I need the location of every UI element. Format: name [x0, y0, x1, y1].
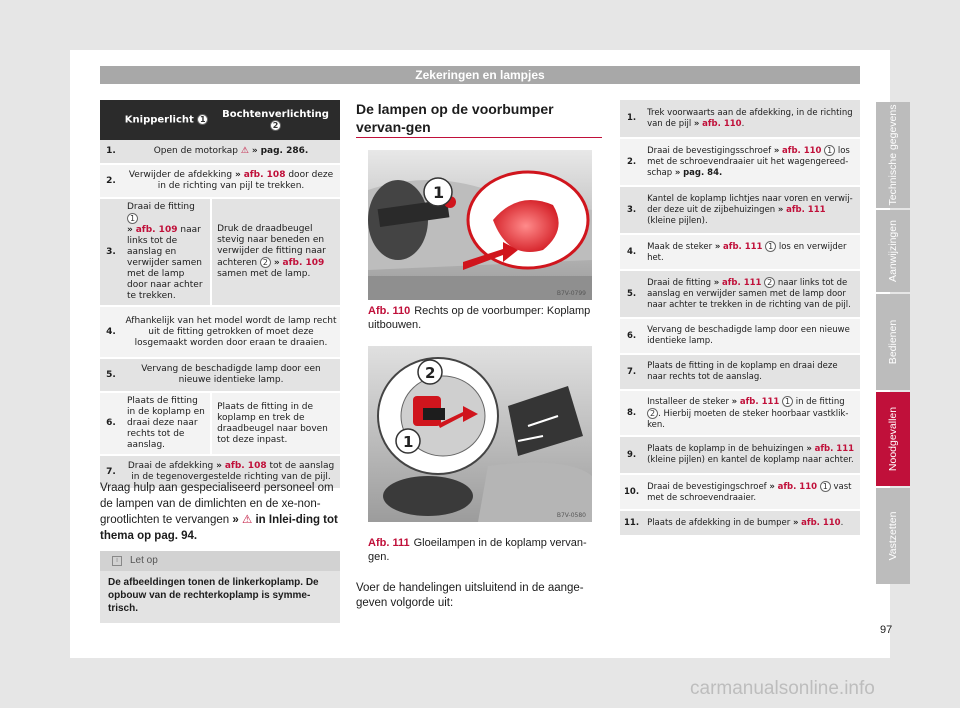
info-icon: i [112, 556, 122, 566]
figure-code: B7V-0799 [556, 290, 586, 297]
step-text [643, 100, 860, 138]
table-row [100, 306, 340, 358]
number-badge: 1 [820, 481, 831, 492]
note-heading [100, 551, 340, 571]
bulb-table-left [100, 100, 340, 490]
step-text [643, 138, 860, 186]
arrows-icon: » [731, 396, 738, 407]
step-text [643, 186, 860, 234]
note-box [100, 551, 340, 623]
text: Vraag hulp aan gespecialiseerd personeel om de lampen van de dimlichten en de xe-non-grootlichten te vervangen [100, 482, 334, 526]
step-text [122, 140, 340, 164]
step-text [643, 436, 860, 474]
text: Druk de draadbeugel stevig naar beneden en verwijder de fitting naar achteren [217, 224, 326, 268]
caption-text: Rechts op de voorbumper: Koplamp uitbouwen. [368, 305, 591, 331]
table-row [100, 392, 340, 455]
tab-noodgevallen[interactable] [876, 392, 910, 486]
number-badge: 2 [764, 277, 775, 288]
step-number: 2. [620, 138, 643, 186]
text: Plaats de afdekking in de bumper [647, 517, 791, 528]
text: tot de aanslag in de tegenovergestelde richting van de pijl. [131, 461, 335, 482]
arrows-icon: » [674, 168, 681, 178]
table-row [620, 354, 860, 390]
arrows-icon: » [232, 514, 239, 526]
figure-label: Afb. 111 [368, 537, 410, 549]
figure-link[interactable]: afb. 110 [777, 481, 818, 492]
text: Kantel de koplamp lichtjes naar voren en verwij-der deze uit de zijbehuizingen [647, 193, 853, 215]
step-text [643, 234, 860, 270]
text: Draai de fitting [647, 278, 712, 288]
arrows-icon: » [806, 444, 812, 454]
step-number: 4. [620, 234, 643, 270]
warning-icon: ⚠ [240, 146, 249, 156]
number-badge: 1 [782, 396, 793, 407]
text: Plaats de koplamp in de behuizingen [647, 444, 804, 454]
text: Draai de afdekking [127, 461, 214, 471]
col-knipperlicht [122, 100, 211, 140]
tab-label: Technische gegevens [887, 104, 899, 206]
figure-110-image [368, 150, 592, 300]
figure-code: B7V-0580 [556, 512, 586, 519]
figure-link[interactable]: afb. 109 [135, 225, 178, 235]
arrows-icon: » [773, 146, 780, 156]
number-badge: 1 [197, 114, 208, 125]
step-text: Vervang de beschadigde lamp door een nieuwe identieke lamp. [122, 358, 340, 392]
text: Verwijder de afdekking [128, 170, 233, 180]
steps-table-right [620, 100, 860, 537]
figure-link[interactable]: afb. 110 [702, 118, 742, 129]
text: . [741, 118, 745, 129]
arrows-icon: » [777, 204, 784, 215]
step-number: 9. [620, 436, 643, 474]
arrows-icon: » [273, 258, 280, 268]
svg-text:1: 1 [433, 183, 445, 202]
arrows-icon: » [693, 118, 700, 129]
figure-110-caption [368, 304, 596, 332]
figure-label: Afb. 110 [368, 305, 411, 317]
page-number: 97 [880, 624, 893, 636]
number-badge: 1 [127, 213, 138, 224]
figure-link[interactable]: afb. 111 [721, 278, 762, 288]
tab-aanwijzingen[interactable] [876, 210, 910, 292]
page-ref[interactable]: pag. 84. [683, 168, 723, 178]
step-number: 6. [620, 318, 643, 354]
figure-link[interactable]: afb. 111 [814, 444, 855, 454]
col-label: Bochtenverlichting [222, 108, 329, 120]
step-number: 11. [620, 510, 643, 536]
text: (kleine pijlen). [647, 215, 708, 226]
step-number: 8. [620, 390, 643, 436]
figure-111-caption [368, 536, 596, 564]
number-badge: 2 [647, 408, 658, 419]
text: los met de schroevendraaier uit het wagengereed-schap [647, 146, 850, 178]
page-header: Zekeringen en lampjes [100, 66, 860, 84]
tab-vastzetten[interactable] [876, 488, 910, 584]
arrows-icon: » [251, 146, 258, 156]
table-row [620, 510, 860, 536]
step-number: 4. [100, 306, 122, 358]
number-badge: 2 [260, 257, 271, 268]
figure-link[interactable]: afb. 109 [282, 258, 325, 268]
svg-text:1: 1 [403, 433, 414, 451]
arrows-icon: » [127, 225, 133, 235]
step-text-right [211, 198, 340, 306]
tab-label: Noodgevallen [887, 406, 899, 472]
arrows-icon: » [792, 517, 799, 528]
step-text [122, 164, 340, 198]
page-ref[interactable]: pag. 286. [260, 146, 309, 156]
col-label: Knipperlicht [124, 114, 194, 126]
table-row [620, 436, 860, 474]
step-number: 5. [620, 270, 643, 318]
arrows-icon: » [713, 278, 720, 288]
step-number: 1. [620, 100, 643, 138]
figure-link[interactable]: afb. 110 [801, 517, 841, 528]
table-row [620, 186, 860, 234]
step-number: 2. [100, 164, 122, 198]
warning-icon: ⚠ [241, 514, 253, 526]
step-text [643, 270, 860, 318]
text: Draai de bevestigingschroef [647, 481, 767, 492]
arrows-icon: » [769, 481, 775, 492]
tab-technische-gegevens[interactable] [876, 102, 910, 208]
page-ref[interactable]: in Inlei-ding tot thema op pag. 94. [100, 514, 338, 542]
figure-link[interactable]: afb. 111 [739, 396, 780, 407]
figure-link[interactable]: afb. 111 [786, 204, 826, 215]
section-title: De lampen op de voorbumper vervan-gen [356, 101, 554, 135]
table-row [100, 198, 340, 306]
step-number: 7. [100, 455, 122, 489]
text: (kleine pijlen) en kantel de koplamp naar achter. [647, 455, 854, 465]
figure-111-image [368, 346, 592, 522]
figure-link[interactable]: afb. 110 [782, 146, 822, 156]
number-badge: 2 [270, 120, 281, 131]
table-row [620, 138, 860, 186]
step-text-left: Plaats de fitting in de koplamp en draai deze naar rechts tot de aanslag. [122, 392, 211, 455]
bulbs-illustration [368, 346, 592, 522]
text: los en verwijder het. [647, 241, 847, 263]
instruction-paragraph: Voer de handelingen uitsluitend in de aange-geven volgorde uit: [356, 582, 584, 609]
step-number: 10. [620, 474, 643, 510]
table-corner [100, 100, 122, 140]
step-text: Plaats de fitting in de koplamp en draai deze naar rechts tot de aanslag. [643, 354, 860, 390]
text: . Hierbij moeten de steker hoorbaar vastklik-ken. [647, 408, 849, 430]
step-text: Afhankelijk van het model wordt de lamp recht uit de fitting getrokken of moet deze losgemaakt worden door eraan te draaien. [122, 306, 340, 358]
figure-link[interactable]: afb. 108 [224, 461, 267, 471]
step-text-right: Plaats de fitting in de koplamp en trek de draadbeugel naar boven tot deze inpast. [211, 392, 340, 455]
text: naar links tot de aanslag en verwijder samen met de lamp door naar achter te trekken in de richting van de pijl. [647, 278, 851, 310]
table-row [100, 140, 340, 164]
table-row [100, 164, 340, 198]
tab-bedienen[interactable] [876, 294, 910, 390]
text: Maak de steker [647, 241, 713, 252]
figure-link[interactable]: afb. 108 [243, 170, 286, 180]
vraag-paragraph [100, 480, 340, 544]
text: in de fitting [795, 396, 845, 407]
step-text [643, 510, 860, 536]
tab-label: Bedienen [887, 319, 899, 365]
svg-text:2: 2 [425, 364, 436, 382]
table-row [620, 234, 860, 270]
tab-label: Vastzetten [887, 511, 899, 561]
step-text [643, 474, 860, 510]
text: door deze in de richting van pijl te trekken. [157, 170, 334, 191]
arrows-icon: » [234, 170, 241, 180]
step-text: Vervang de beschadigde lamp door een nieuwe identieke lamp. [643, 318, 860, 354]
text: Open de motorkap [153, 146, 239, 156]
step-number: 1. [100, 140, 122, 164]
step-number: 7. [620, 354, 643, 390]
figure-link[interactable]: afb. 111 [723, 241, 763, 252]
caption-text: Gloeilampen in de koplamp vervan-gen. [368, 537, 587, 563]
col-bochtenverlichting [211, 100, 340, 140]
title-divider [356, 137, 602, 138]
step-text [643, 390, 860, 436]
number-badge: 1 [824, 145, 835, 156]
text: samen met de lamp. [217, 269, 311, 279]
text: Trek voorwaarts aan de afdekking, in de richting van de pijl [647, 107, 853, 129]
note-heading-text: Let op [130, 555, 158, 566]
arrows-icon: » [216, 461, 222, 471]
step-number: 3. [620, 186, 643, 234]
table-row [620, 270, 860, 318]
text: Installeer de steker [647, 396, 729, 407]
text: vast met de schroevendraaier. [647, 481, 852, 503]
step-number: 5. [100, 358, 122, 392]
step-number: 3. [100, 198, 122, 306]
table-row [620, 318, 860, 354]
table-row [620, 474, 860, 510]
step-number: 6. [100, 392, 122, 455]
headlamp-removal-illustration [368, 150, 592, 300]
arrows-icon: » [714, 241, 721, 252]
watermark: carmanualsonline.info [690, 678, 875, 699]
note-body: De afbeeldingen tonen de linkerkoplamp. De opbouw van de rechterkoplamp is symme-trisch. [108, 577, 319, 614]
step-text-left [122, 198, 211, 306]
text: Draai de bevestigingsschroef [647, 146, 772, 156]
text: . [840, 517, 844, 528]
text: Draai de fitting [127, 202, 195, 212]
table-row [620, 100, 860, 138]
tab-label: Aanwijzingen [887, 220, 899, 282]
table-row [620, 390, 860, 436]
text: naar links tot de aanslag en verwijder samen met de lamp door naar achter te trekken. [127, 225, 203, 301]
number-badge: 1 [765, 241, 776, 252]
table-row [100, 358, 340, 392]
